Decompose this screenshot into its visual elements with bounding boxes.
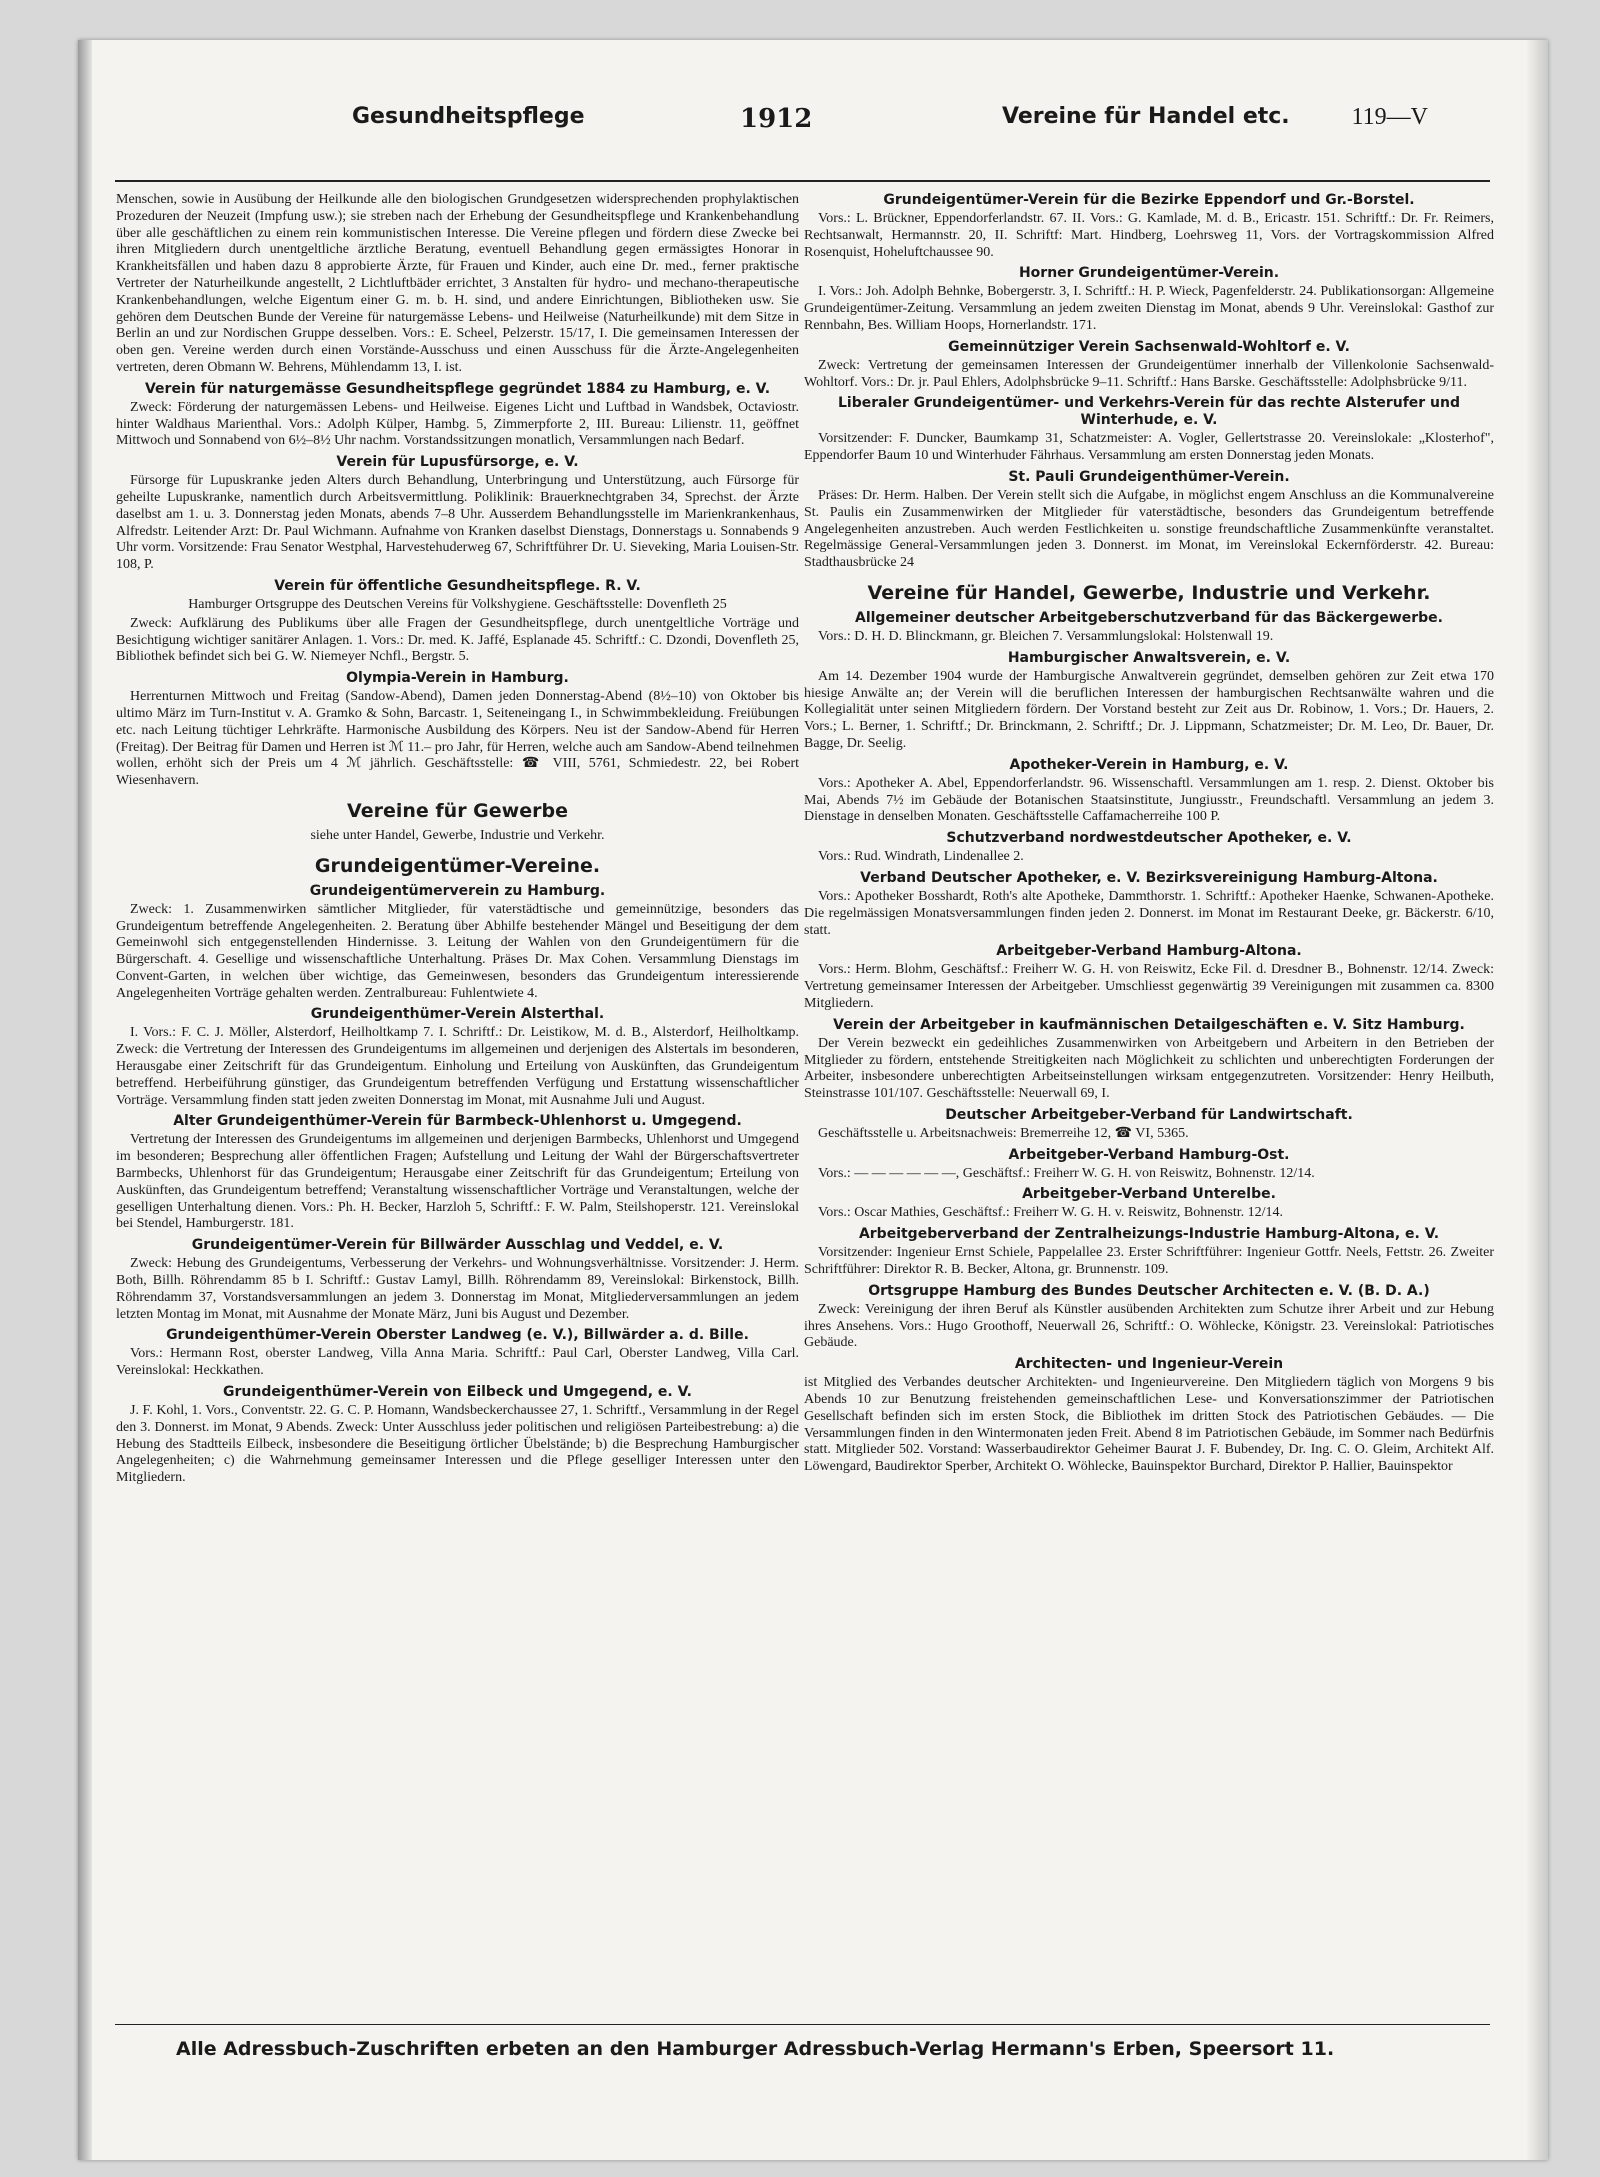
entry-title: Schutzverband nordwestdeutscher Apotheker, e. V. xyxy=(946,830,1352,847)
entry-text: J. F. Kohl, 1. Vors., Conventstr. 22. G. C. P. Homann, Wandsbeckerchaussee 27, 1. Schriftf., Versammlung in der Regel den 3. Donnerst. im Monat, 9 Abends. Zweck: Unter Ausschluss jeder politischen und religiösen Parteibestrebung: a) die Hebung des Stadtteils Eilbeck, insbesondere die Beseitigung örtlicher Übelstände; b) die Besprechung Hamburgischer Angelegenheiten; c) die Wahrnehmung gemeinsamer Interessen und die Pflege geselliger Interessen unter den Mitgliedern. xyxy=(116,1403,799,1486)
entry-text: Zweck: 1. Zusammenwirken sämtlicher Mitglieder, für vaterstädtische und gemeinnützige, besonders das Grundeigentum betreffende Angelegenheiten. 2. Beratung über Abhilfe bestehender Mängel und Beseitigung der dem Gemeinwohl sich entgegenstellenden Hindernisse. 3. Leitung der Wahlen von den Grundeigentümern für die Bürgerschaft. 4. Gesellige und wissenschaftliche Unterhaltung. Präses Dr. Max Cohen. Versammlung Dienstags im Convent-Garten, in welchen über wichtige, das Gemeinwesen, besonders das Grundeigentum interessierende Angelegenheiten Vorträge gehalten werden. Zentralbureau: Fuhlentwiete 4. xyxy=(116,901,799,1001)
entry-title: Verein der Arbeitgeber in kaufmännischen Detailgeschäften e. V. Sitz Hamburg. xyxy=(833,1016,1465,1033)
entry-text: Vors.: Hermann Rost, oberster Landweg, Villa Anna Maria. Schriftf.: Paul Carl, Oberster Landweg, Villa Carl. Vereinslokal: Heckkathen. xyxy=(116,1346,799,1379)
entry-title: Grundeigenthümer-Verein von Eilbeck und Umgegend, e. V. xyxy=(223,1384,692,1401)
entry-text: Präses: Dr. Herm. Halben. Der Verein stellt sich die Aufgabe, in möglichst engem Anschluss an die Kommunalvereine St. Paulis ein Zusammenwirken der Mitglieder für vaterstädtische, besonders das Grundeigentum betreffende Angelegenheiten anzustreben. Auch werden Festlichkeiten u. sonstige freundschaftliche Zusammenkünfte veranstaltet. Regelmässige General-Versammlungen jeden 3. Donnerst. im Monat, im Vereinslokal Eckernförderstr. 42. Bureau: Stadthausbrücke 24 xyxy=(804,487,1494,571)
header-section: Gesundheitspflege xyxy=(352,104,585,129)
entry-title: Hamburgischer Anwaltsverein, e. V. xyxy=(1007,649,1291,666)
entry-text: Vors.: L. Brückner, Eppendorferlandstr. 67. II. Vors.: G. Kamlade, M. d. B., Ericastr. 151. Schriftf.: Dr. Fr. Reimers, Rechtsanwalt, Hermannstr. 20, II. Schriftf: Mart. Hindberg, Loehrsweg 11, Vors. der Vortragskommission Alfred Rosenquist, Hoheluftchaussee 90. xyxy=(804,211,1494,260)
entry-title: St. Pauli Grundeigenthümer-Verein. xyxy=(1008,468,1290,485)
section-heading: Vereine für Handel, Gewerbe, Industrie und Verkehr. xyxy=(867,581,1431,604)
entry-text: Fürsorge für Lupuskranke jeden Alters durch Behandlung, Unterbringung und Unterstützung, auch Fürsorge für geheilte Lupuskranke, namentlich durch Arbeitsvermittlung. Poliklinik: Brauerknechtgraben 34, Sprechst. der Ärzte daselbst am 1. u. 3. Donnerstag jeden Monats, abends 7–8 Uhr. Ausserdem Behandlungsstelle im Marienkrankenhaus, Alfredstr. Leitender Arzt: Dr. Paul Wichmann. Aufnahme von Kranken daselbst Dienstags, Donnerstags u. Sonnabends 9 Uhr vorm. Vorsitzende: Frau Senator Westphal, Harvestehuderweg 67, Schriftführer Dr. U. Sieveking, Maria Louisen-Str. 108, P. xyxy=(116,473,799,573)
entry-text: ist Mitglied des Verbandes deutscher Architekten- und Ingenieurvereine. Den Mitgliedern täglich von Morgens 9 bis Abends 10 zur Benutzung freistehenden gemeinschaftlichen Lese- und Konversationszimmer der Patriotischen Gesellschaft befinden sich im ersten Stock, die Bibliothek im dritten Stock des Patriotischen Gebäudes. — Die Versammlungen finden in den Wintermonaten jeden Freit. Abend 8 im Patriotischen Gebäude, im Sommer nach Bedürfnis statt. Mitglieder 502. Vorstand: Wasserbaudirektor Geheimer Baurat J. F. Bubendey, Dr. Ing. C. O. Gleim, Architekt Alf. Löwengard, Baudirektor Sperber, Architekt O. Wöhlecke, Bauinspektor Burchard, Direktor P. Hallier, Bauinspektor xyxy=(804,1375,1494,1475)
page-edge xyxy=(1526,40,1548,2160)
entry-text: Vors.: — — — — — —, Geschäftsf.: Freiherr W. G. H. von Reiswitz, Bohnenstr. 12/14. xyxy=(818,1165,1315,1181)
entry-title: Ortsgruppe Hamburg des Bundes Deutscher Architecten e. V. (B. D. A.) xyxy=(868,1282,1430,1299)
entry-title: Grundeigenthümer-Verein Alsterthal. xyxy=(310,1006,605,1023)
entry-title: Verband Deutscher Apotheker, e. V. Bezirksvereinigung Hamburg-Altona. xyxy=(860,869,1438,886)
entry-text: Vors.: Rud. Windrath, Lindenallee 2. xyxy=(818,849,1024,865)
entry-text: Vertretung der Interessen des Grundeigentums im allgemeinen und derjenigen Barmbecks, Uhlenhorst und Umgegend im besonderen; Besprechung aller öffentlichen Fragen; Aufstellung und Leitung der Wahl der Bürgerschaftsvertreter Barmbecks, Uhlenhorst für das Grundeigentum; Herausgabe einer Zeitschrift für das Grundeigentum; Erteilung von Auskünften, das Grundeigentum betreffend; Veranstaltung wissenschaftlicher Vorträge und Veranstaltungen, welche der geselligen Unterhaltung dienen. Vors.: Ph. H. Becker, Harzloh 5, Schriftf.: F. W. Palm, Steilshoperstr. 121. Vereinslokal bei Stendel, Hamburgerstr. 181. xyxy=(116,1132,799,1232)
section-note: siehe unter Handel, Gewerbe, Industrie und Verkehr. xyxy=(310,827,605,843)
entry-text: Zweck: Förderung der naturgemässen Lebens- und Heilweise. Eigenes Licht und Luftbad in Wandsbek, Octaviostr. hinter Waldhaus Marienthal. Vors.: Adolph Külper, Hambg. 5, Zimmerpforte 2, III. Bureau: Lilienstr. 11, geöffnet Mittwoch und Sonnabend von 6½–8½ Uhr nachm. Vorstandssitzungen monatlich, Versammlungen nach Bedarf. xyxy=(116,399,799,449)
entry-title: Liberaler Grundeigentümer- und Verkehrs-Verein für das rechte Alsterufer und Winterhude, e. V. xyxy=(837,395,1461,429)
entry-title: Verein für Lupusfürsorge, e. V. xyxy=(336,454,579,471)
header-rule xyxy=(115,180,1490,182)
entry-text: Zweck: Hebung des Grundeigentums, Verbesserung der Verkehrs- und Wohnungsverhältnisse. Vorsitzender: J. Herm. Both, Billh. Röhrendamm 85 b I. Schriftf.: Gustav Lamyl, Billh. Röhrendamm 89, Vereinslokal: Birkenstock, Billh. Röhrendamm 37, Vorstandsversammlungen an jedem 3. Donnerstag im Monat, Mitgliederversammlungen an jedem letzten Montag im Monat, mit Ausnahme der Monate März, Juni bis August und Dezember. xyxy=(116,1256,799,1322)
entry-title: Horner Grundeigentümer-Verein. xyxy=(1018,265,1280,282)
entry-title: Olympia-Verein in Hamburg. xyxy=(346,670,569,687)
entry-title: Grundeigentümerverein zu Hamburg. xyxy=(309,882,606,899)
header-year: 1912 xyxy=(740,104,813,134)
book-spine xyxy=(78,40,92,2160)
entry-text: Der Verein bezweckt ein gedeihliches Zusammenwirken von Arbeitgebern und Arbeitern in den Betrieben der Mitglieder zu fördern, entstehende Streitigkeiten nach Möglichkeit zu schlichten und unberechtigten Forderungen der Arbeiter, insbesondere unberechtigten Arbeitseinstellungen wirksam entgegenzutreten. Vorsitzender: Henry Heilbuth, Steinstrasse 101/107. Geschäftsstelle: Neuerwall 69, I. xyxy=(804,1035,1494,1102)
entry-text: Vorsitzender: F. Duncker, Baumkamp 31, Schatzmeister: A. Vogler, Gellertstrasse 20. Vereinslokale: „Klosterhof", Eppendorfer Baum 10 und Winterhuder Fährhaus. Versammlung am ersten Donnerstag jeden Monats. xyxy=(804,431,1494,464)
entry-title: Arbeitgeber-Verband Unterelbe. xyxy=(1022,1186,1276,1203)
entry-text: Zweck: Aufklärung des Publikums über alle Fragen der Gesundheitspflege, durch unentgeltliche Vorträge und Besichtigung wichtiger sanitärer Anlagen. 1. Vors.: Dr. med. K. Jaffé, Esplanade 45. Schriftf.: C. Dzondi, Dovenfleth 25, Bibliothek befindet sich bei G. W. Niemeyer Nchfl., Bergstr. 5. xyxy=(116,615,799,665)
entry-text: Vorsitzender: Ingenieur Ernst Schiele, Pappelallee 23. Erster Schriftführer: Ingenieur Gottfr. Neels, Fettstr. 26. Zweiter Schriftführer: Direktor R. B. Becker, Altona, gr. Brunnenstr. 109. xyxy=(804,1245,1494,1278)
entry-title: Arbeitgeber-Verband Hamburg-Ost. xyxy=(1008,1146,1290,1163)
entry-title: Alter Grundeigenthümer-Verein für Barmbeck-Uhlenhorst u. Umgegend. xyxy=(173,1113,742,1130)
left-column xyxy=(116,192,799,1489)
page-number: 119—V xyxy=(1351,104,1428,130)
entry-text: Geschäftsstelle u. Arbeitsnachweis: Bremerreihe 12, ☎ VI, 5365. xyxy=(818,1125,1189,1141)
entry-title: Arbeitgeber-Verband Hamburg-Altona. xyxy=(996,943,1302,960)
entry-title: Grundeigentümer-Verein für die Bezirke Eppendorf und Gr.-Borstel. xyxy=(883,192,1415,208)
entry-text: Zweck: Vertretung der gemeinsamen Interessen der Grundeigentümer innerhalb der Villenkolonie Sachsenwald-Wohltorf. Vors.: Dr. jr. Paul Ehlers, Adolphsbrücke 9–11. Schriftf.: Hans Barske. Geschäftsstelle: Adolphsbrücke 9/11. xyxy=(804,357,1494,390)
entry-text: Vors.: Oscar Mathies, Geschäftsf.: Freiherr W. G. H. v. Reiswitz, Bohnenstr. 12/14. xyxy=(818,1205,1284,1221)
entry-text: Zweck: Vereinigung der ihren Beruf als Künstler ausübenden Architekten zum Schutze ihrer Arbeit und zur Hebung ihres Ansehens. Vors.: Hugo Groothoff, Neuerwall 26, Schriftf.: O. Wöhlecke, Königstr. 23. Vereinslokal: Patriotisches Gebäude. xyxy=(804,1301,1494,1351)
entry-title: Grundeigenthümer-Verein Oberster Landweg (e. V.), Billwärder a. d. Bille. xyxy=(166,1327,749,1344)
footer-rule xyxy=(115,2024,1490,2025)
section-heading: Vereine für Gewerbe xyxy=(347,799,568,822)
entry-subtitle: Hamburger Ortsgruppe des Deutschen Vereins für Volkshygiene. Geschäftsstelle: Dovenfleth 25 xyxy=(188,596,727,612)
entry-title: Grundeigentümer-Verein für Billwärder Ausschlag und Veddel, e. V. xyxy=(191,1237,724,1254)
entry-title: Architecten- und Ingenieur-Verein xyxy=(1014,1356,1284,1373)
entry-text: Vors.: Apotheker Bosshardt, Roth's alte Apotheke, Dammthorstr. 1. Schriftf.: Apotheker Haenke, Schwanen-Apotheke. Die regelmässigen Monatsversammlungen finden jeden 2. Donnerst. im Monat im Restaurant Deeke, gr. Bäckerstr. 6/10, statt. xyxy=(804,888,1494,938)
header-topic: Vereine für Handel etc. xyxy=(1002,104,1290,129)
entry-title: Arbeitgeberverband der Zentralheizungs-Industrie Hamburg-Altona, e. V. xyxy=(858,1226,1440,1243)
entry-title: Gemeinnütziger Verein Sachsenwald-Wohltorf e. V. xyxy=(948,338,1350,355)
running-header xyxy=(108,104,1428,144)
intro-paragraph: Menschen, sowie in Ausübung der Heilkunde alle den biologischen Grundgesetzen widersprechenden prophylaktischen Prozeduren der Neuzeit (Impfung usw.); sie streben nach der Erhebung der Gesundheitspflege und Krankenbehandlung über alle geschäftlichen zu einem rein kommunistischen Interesse. Die Vereine pflegen und fördern diese Zwecke bei ihren Mitgliedern durch unentgeltliche ärztliche Beratung, eventuell Behandlung gegen ermässigtes Honorar in Krankheitsfällen und haben dazu 8 approbierte Ärzte, für Frauen und Kinder, auch eine Dr. med., ferner praktische Vertreter der Naturheilkunde angestellt, 2 Lichtluftbäder errichtet, 3 Anstalten für hydro- und mechano-therapeutische Krankenbehandlungen, welche Eigentum einer G. m. b. H. sind, und andere Einrichtungen, Bibliotheken usw. Sie gehören dem Deutschen Bunde der Vereine für naturgemässe Lebens- und Heilweise (Naturheilkunde) mit dem Sitze in Berlin an und zur Nordischen Gruppe desselben. Vors.: E. Scheel, Pelzerstr. 15/17, I. Die gemeinsamen Interessen der oben gen. Vereine werden durch einen Vorstände-Ausschuss und einen Ausschuss für die Ärzte-Angelegenheiten vertreten, deren Obmann W. Behrens, Mühlendamm 13, I. ist. xyxy=(116,192,799,375)
section-heading: Grundeigentümer-Vereine. xyxy=(314,854,601,877)
entry-title: Allgemeiner deutscher Arbeitgeberschutzverband für das Bäckergewerbe. xyxy=(854,609,1443,626)
entry-text: Vors.: Herm. Blohm, Geschäftsf.: Freiherr W. G. H. von Reiswitz, Ecke Fil. d. Dresdner B., Bohnenstr. 12/14. Zweck: Vertretung gemeinsamer Interessen der Arbeitgeber. Umschliesst gegenwärtig 39 Vereinigungen mit zusammen ca. 8300 Mitgliedern. xyxy=(804,962,1494,1011)
entry-text: Herrenturnen Mittwoch und Freitag (Sandow-Abend), Damen jeden Donnerstag-Abend (8½–10) von Oktober bis ultimo März im Turn-Institut v. A. Gramko & Sohn, Barcastr. 1, Seiteneingang I., in Schwimmbekleidung. Freiübungen etc. nach Leitung tüchtiger Lehrkräfte. Harmonische Ausbildung des Körpers. Neu ist der Sandow-Abend für Herren (Freitag). Der Beitrag für Damen und Herren ist ℳ 11.– pro Jahr, für Herren, welche auch am Sandow-Abend teilnehmen wollen, erhöht sich der Preis um 4 ℳ jährlich. Geschäftsstelle: ☎ VIII, 5761, Schmiedestr. 22, bei Robert Wiesenhavern. xyxy=(116,689,799,789)
entry-title: Verein für naturgemässe Gesundheitspflege gegründet 1884 zu Hamburg, e. V. xyxy=(144,380,771,397)
entry-text: Am 14. Dezember 1904 wurde der Hamburgische Anwaltverein gegründet, demselben gehören zur Zeit etwa 170 hiesige Anwälte an; der Verein will die beruflichen Interessen der hamburgischen Rechtsanwälte wahren und die Kollegialität unter seinen Mitgliedern fördern. Der Vorstand besteht zur Zeit aus Dr. Robinow, 1. Vors.; Dr. Hauers, 2. Vors.; L. Berner, 1. Schriftf.; Dr. Brinckmann, 2. Schriftf.; Dr. J. Lippmann, Schatzmeister; Dr. M. Leo, Dr. Bauer, Dr. Bagge, Dr. Seelig. xyxy=(804,668,1494,751)
entry-title: Verein für öffentliche Gesundheitspflege. R. V. xyxy=(274,577,641,594)
publisher-footer: Alle Adressbuch-Zuschriften erbeten an den Hamburger Adressbuch-Verlag Hermann's Erben, Speersort 11. xyxy=(176,2038,1335,2060)
entry-text: I. Vors.: F. C. J. Möller, Alsterdorf, Heilholtkamp 7. I. Schriftf.: Dr. Leistikow, M. d. B., Alsterdorf, Heilholtkamp. Zweck: die Vertretung der Interessen des Grundeigentums im allgemeinen und derjenigen des Alstertals im besonderen, Herausgabe einer Zeitschrift für das Grundeigentum. Einholung und Erteilung von Auskünften, das Grundeigentum betreffend. Herbeiführung günstiger, das Grundeigentum betreffenden Verfügung und Erstattung wissenschaftlicher Vorträge. Versammlung finden statt jeden zweiten Donnerstag im Monat, mit Ausnahme Juli und August. xyxy=(116,1025,799,1108)
entry-text: Vors.: D. H. D. Blinckmann, gr. Bleichen 7. Versammlungslokal: Holstenwall 19. xyxy=(818,628,1274,644)
entry-text: I. Vors.: Joh. Adolph Behnke, Bobergerstr. 3, I. Schriftf.: H. P. Wieck, Pagenfelderstr. 24. Publikationsorgan: Allgemeine Grundeigentümer-Zeitung. Versammlung an jedem zweiten Dienstag im Monat, abends 9 Uhr. Vereinslokal: Gasthof zur Rennbahn, Bes. William Hoops, Hornerlandstr. 171. xyxy=(804,284,1494,333)
entry-title: Apotheker-Verein in Hamburg, e. V. xyxy=(1009,756,1289,773)
entry-title: Deutscher Arbeitgeber-Verband für Landwirtschaft. xyxy=(945,1106,1353,1123)
right-column xyxy=(804,192,1494,1478)
entry-text: Vors.: Apotheker A. Abel, Eppendorferlandstr. 96. Wissenschaftl. Versammlungen am 1. resp. 2. Dienst. Oktober bis Mai, Abends 7½ im Gebäude der Botanischen Staatsinstitute, Jungiusstr., Freundschaftl. Versammlung an jedem 3. Dienstage in denselben Monaten. Geschäftsstelle Caffamacherreihe 100 P. xyxy=(804,775,1494,825)
